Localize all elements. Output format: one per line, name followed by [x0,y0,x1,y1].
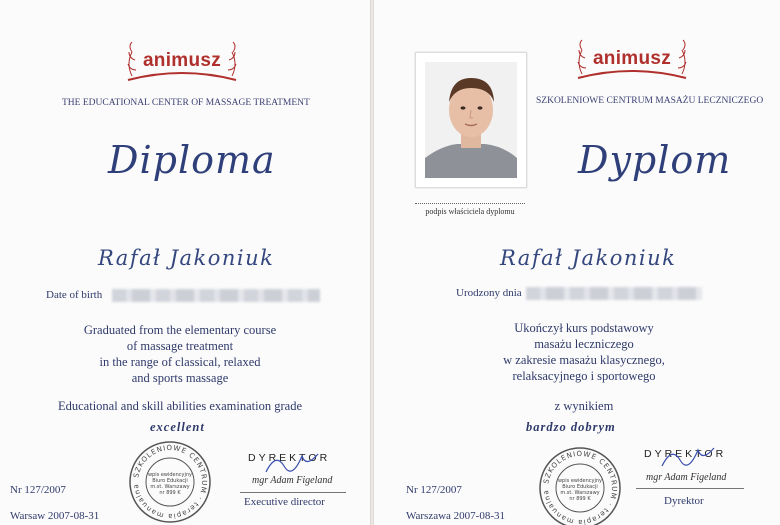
animusz-logo [572,34,692,88]
director-name: mgr Adam Figeland [646,472,727,483]
exam-grade-label: Educational and skill abilities examination grade [57,399,303,413]
director-role: Dyrektor [664,495,704,507]
holder-photo [425,62,517,178]
holder-name: Rafał Jakoniuk [500,246,677,270]
director-name: mgr Adam Figeland [252,475,333,486]
course-description [30,322,330,386]
stamp-seal-icon [128,440,212,524]
course-line: and sports massage [131,371,229,385]
course-line: masażu leczniczego [534,337,634,351]
svg-text:nr 899 K: nr 899 K [159,490,181,496]
course-line: Graduated from the elementary course [83,323,277,337]
grade-value: bardzo dobrym [526,420,616,434]
center-subtitle: THE EDUCATIONAL CENTER OF MASSAGE TREATMENT [62,98,310,108]
photo-caption: podpis właściciela dyplomu [425,207,515,216]
signature-line [240,492,346,493]
svg-text:wpis ewidencyjny: wpis ewidencyjny [557,478,603,484]
date-of-birth-redacted [526,287,702,300]
place-date: Warszawa 2007-08-31 [406,510,505,522]
exam-grade-label: z wynikiem [554,399,614,413]
svg-text:m.st. Warszawy: m.st. Warszawy [150,484,190,490]
signature-line [636,488,744,489]
diploma-english-page [0,0,370,525]
course-description [454,320,714,384]
signature-scribble-icon [658,442,718,472]
course-line: of massage treatment [126,339,234,353]
course-line: Ukończył kurs podstawowy [514,321,654,335]
svg-text:SZKOLENIOWE CENTRUM · terapia: SZKOLENIOWE CENTRUM · terapia manualna [541,449,619,525]
course-line: relaksacyjnego i sportowego [512,369,656,383]
svg-text:m.st. Warszawy: m.st. Warszawy [560,490,600,496]
person-portrait-icon [425,62,517,178]
diploma-title: Diploma [108,138,276,182]
svg-text:nr 899 K: nr 899 K [569,496,591,502]
director-heading: DYREKTOR [644,448,727,460]
diploma-number: Nr 127/2007 [406,484,462,496]
director-role: Executive director [244,496,325,508]
director-heading: DYREKTOR [248,452,331,464]
place-date: Warsaw 2007-08-31 [10,510,100,522]
svg-text:wpis ewidencyjny: wpis ewidencyjny [147,472,193,478]
holder-photo-frame [415,52,527,188]
date-of-birth-redacted [112,289,320,302]
official-stamp [538,446,622,525]
course-line: w zakresie masażu klasycznego, [503,353,665,367]
diploma-number: Nr 127/2007 [10,484,66,496]
svg-text:Biuro Edukacji: Biuro Edukacji [562,484,598,490]
grade-value: excellent [150,420,205,434]
svg-text:SZKOLENIOWE CENTRUM · terapia: SZKOLENIOWE CENTRUM · terapia manualna [131,443,209,521]
date-of-birth-label: Date of birth [46,289,103,301]
logo-text: animusz [592,48,672,69]
logo-text: animusz [142,50,222,71]
svg-text:Biuro Edukacji: Biuro Edukacji [152,478,188,484]
date-of-birth-label: Urodzony dnia [456,287,522,299]
course-line: in the range of classical, relaxed [99,355,261,369]
photo-signature-line [415,203,525,204]
holder-name: Rafał Jakoniuk [98,246,275,270]
animusz-logo [122,36,242,90]
official-stamp [128,440,212,524]
signature-scribble-icon [262,448,322,478]
stamp-seal-icon [538,446,622,525]
center-subtitle: SZKOLENIOWE CENTRUM MASAŻU LECZNICZEGO [536,96,764,106]
diploma-title: Dyplom [578,138,732,182]
